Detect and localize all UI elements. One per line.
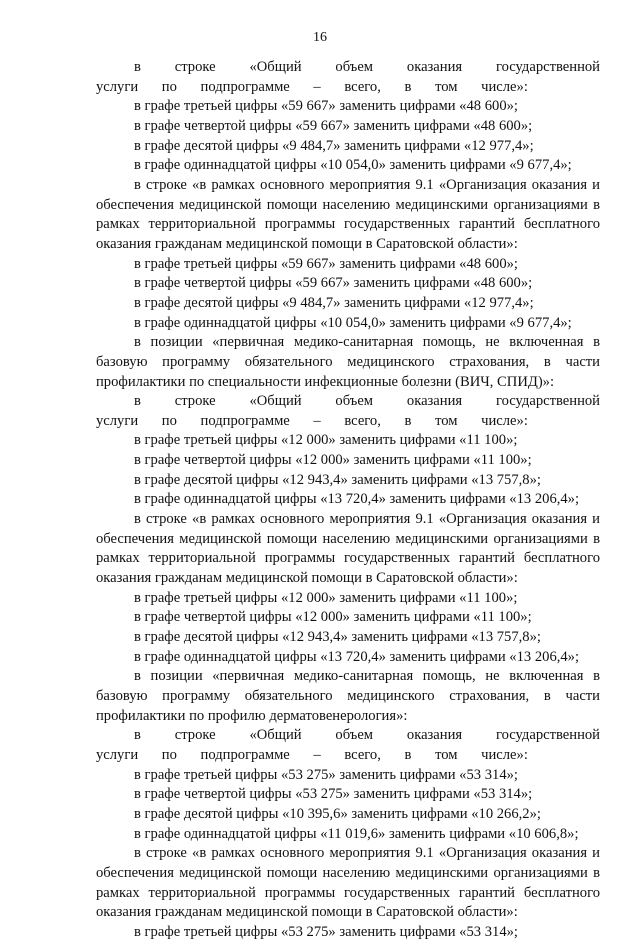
paragraph-amendment-line: в графе четвертой цифры «12 000» заменить цифрами «11 100»; bbox=[134, 609, 532, 626]
paragraph-amendment-line: в графе одиннадцатой цифры «10 054,0» заменить цифрами «9 677,4»; bbox=[134, 314, 572, 331]
page-number: 16 bbox=[313, 30, 327, 45]
paragraph-amendment-line: в графе десятой цифры «12 943,4» заменить цифрами «13 757,8»; bbox=[134, 471, 541, 488]
document-body bbox=[96, 58, 600, 943]
paragraph-stroke-head: в строке «Общий объем оказания государственной услуги по подпрограмме – всего, в том числе»: bbox=[96, 727, 600, 763]
paragraph-amendment-line: в графе третьей цифры «59 667» заменить цифрами «48 600»; bbox=[134, 98, 518, 115]
paragraph-amendment-line: в графе одиннадцатой цифры «13 720,4» заменить цифрами «13 206,4»; bbox=[134, 648, 580, 665]
paragraph-amendment-line: в графе четвертой цифры «53 275» заменить цифрами «53 314»; bbox=[134, 786, 533, 803]
paragraph-amendment-line: в графе одиннадцатой цифры «13 720,4» заменить цифрами «13 206,4»; bbox=[134, 491, 580, 508]
paragraph-amendment-line: в графе одиннадцатой цифры «11 019,6» заменить цифрами «10 606,8»; bbox=[134, 825, 579, 842]
paragraph-amendment-line: в графе третьей цифры «53 275» заменить цифрами «53 314»; bbox=[134, 766, 518, 783]
paragraph-stroke-activity: в строке «в рамках основного мероприятия 9.1 «Организация оказания и обеспечения медицинской помощи населению медицинскими организациями в рамках территориальной программы государственных гарантий бесплатного оказания гражданам медицинской помощи в Саратовской области»: bbox=[96, 511, 600, 587]
paragraph-stroke-head: в строке «Общий объем оказания государственной услуги по подпрограмме – всего, в том числе»: bbox=[96, 393, 600, 429]
paragraph-stroke-head: в строке «Общий объем оказания государственной услуги по подпрограмме – всего, в том числе»: bbox=[96, 59, 600, 95]
paragraph-amendment-line: в графе десятой цифры «12 943,4» заменить цифрами «13 757,8»; bbox=[134, 629, 541, 646]
paragraph-amendment-line: в графе третьей цифры «59 667» заменить цифрами «48 600»; bbox=[134, 255, 518, 272]
paragraph-amendment-line: в графе десятой цифры «9 484,7» заменить цифрами «12 977,4»; bbox=[134, 294, 534, 311]
paragraph-amendment-line: в графе десятой цифры «10 395,6» заменить цифрами «10 266,2»; bbox=[134, 805, 541, 822]
paragraph-stroke-activity: в строке «в рамках основного мероприятия 9.1 «Организация оказания и обеспечения медицинской помощи населению медицинскими организациями в рамках территориальной программы государственных гарантий бесплатного оказания гражданам медицинской помощи в Саратовской области»: bbox=[96, 845, 600, 921]
paragraph-amendment-line: в графе третьей цифры «12 000» заменить цифрами «11 100»; bbox=[134, 589, 518, 606]
paragraph-position: в позиции «первичная медико-санитарная помощь, не включенная в базовую программу обязательного медицинского страхования, в части профилактики по профилю дерматовенерология»: bbox=[96, 668, 600, 724]
paragraph-amendment-line: в графе третьей цифры «12 000» заменить цифрами «11 100»; bbox=[134, 432, 518, 449]
paragraph-position: в позиции «первичная медико-санитарная помощь, не включенная в базовую программу обязательного медицинского страхования, в части профилактики по специальности инфекционные болезни (ВИЧ, СПИД)»: bbox=[96, 334, 600, 390]
paragraph-amendment-line: в графе четвертой цифры «59 667» заменить цифрами «48 600»; bbox=[134, 275, 533, 292]
paragraph-amendment-line: в графе десятой цифры «9 484,7» заменить цифрами «12 977,4»; bbox=[134, 137, 534, 154]
paragraph-amendment-line: в графе четвертой цифры «12 000» заменить цифрами «11 100»; bbox=[134, 452, 532, 469]
paragraph-amendment-line: в графе одиннадцатой цифры «10 054,0» заменить цифрами «9 677,4»; bbox=[134, 157, 572, 174]
paragraph-amendment-line: в графе четвертой цифры «59 667» заменить цифрами «48 600»; bbox=[134, 117, 533, 134]
paragraph-stroke-activity: в строке «в рамках основного мероприятия 9.1 «Организация оказания и обеспечения медицинской помощи населению медицинскими организациями в рамках территориальной программы государственных гарантий бесплатного оказания гражданам медицинской помощи в Саратовской области»: bbox=[96, 176, 600, 252]
paragraph-amendment-line: в графе третьей цифры «53 275» заменить цифрами «53 314»; bbox=[134, 923, 518, 940]
